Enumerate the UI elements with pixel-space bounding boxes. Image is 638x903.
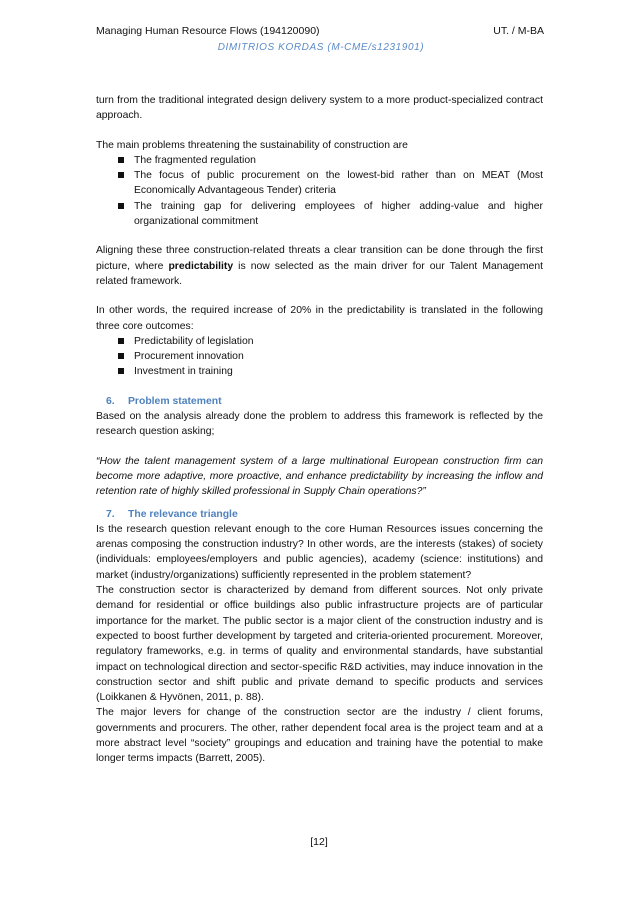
- paragraph-4-intro: In other words, the required increase of 20% in the predictability is translated in the following three core outcomes:: [96, 305, 543, 332]
- research-question: “How the talent management system of a large multinational European construction firm can become more adaptive, more proactive, and enhance predictability by increasing the inflow and retention rate of highly skilled professional in Supply Chain operations?”: [96, 455, 543, 498]
- bullet-icon: [118, 368, 124, 374]
- list-item: The fragmented regulation: [118, 153, 543, 168]
- list-item: Procurement innovation: [118, 349, 543, 364]
- list-item: The focus of public procurement on the lowest-bid rather than on MEAT (Most Economically Advantageous Tender) criteria: [118, 168, 543, 199]
- outcomes-list: [96, 334, 543, 380]
- list-item: Investment in training: [118, 364, 543, 379]
- paragraph-2-intro: The main problems threatening the sustainability of construction are: [96, 139, 408, 151]
- section-7-para-1: Is the research question relevant enough to the core Human Resources issues concerning the arenas composing the construction industry? In other words, are the interests (stakes) of society (individuals: employees/employers and public agencies), academy (science: institutions) and market (industry/organizations) sufficiently represented in the problem statement?: [96, 523, 543, 581]
- list-item: The training gap for delivering employees of higher adding-value and higher organizational commitment: [118, 199, 543, 230]
- paragraph-3: Aligning these three construction-related threats a clear transition can be done through the first picture, where predictability is now selected as the main driver for our Talent Management related framework.: [96, 245, 543, 287]
- bullet-icon: [118, 203, 124, 209]
- header-course: Managing Human Resource Flows (194120090): [96, 25, 320, 37]
- section-7-heading: 7. The relevance triangle: [106, 508, 238, 520]
- problems-list: [96, 153, 543, 229]
- bullet-icon: [118, 157, 124, 163]
- section-6-heading: 6. Problem statement: [106, 395, 222, 407]
- section-7-para-2: The construction sector is characterized by demand from different sources. Not only private demand for residential or office buildings also public infrastructure projects are of particular importance for the market. The public sector is a major client of the construction industry and is expected to boost further development by targeted and criteria-oriented procurement. Moreover, regulatory frameworks, e.g. in terms of quality and environmental standards, have substantial impact on technological direction and sector-specific R&D activities, may induce innovation in the construction sector and shift public and private demand to specific products and services (Loikkanen & Hyvönen, 2011, p. 88).: [96, 585, 543, 704]
- section-7-para-3: The major levers for change of the construction sector are the industry / client forums, governments and procurers. The other, rather dependent focal area is the project team and at a more abstract level “society” groupings and education and training have the potential to make longer terms impacts (Barrett, 2005).: [96, 707, 543, 765]
- paragraph-1: turn from the traditional integrated design delivery system to a more product-specialized contract approach.: [96, 95, 543, 122]
- list-item: Predictability of legislation: [118, 334, 543, 349]
- bullet-icon: [118, 338, 124, 344]
- bullet-icon: [118, 353, 124, 359]
- bullet-icon: [118, 172, 124, 178]
- header-program: UT. / M-BA: [493, 25, 544, 37]
- section-6-text: Based on the analysis already done the problem to address this framework is reflected by the research question asking;: [96, 411, 543, 438]
- page-number: [12]: [310, 836, 328, 848]
- header-author: DIMITRIOS KORDAS (M-CME/s1231901): [217, 42, 425, 53]
- emphasis-predictability: predictability: [168, 260, 234, 272]
- page-body: [96, 93, 543, 767]
